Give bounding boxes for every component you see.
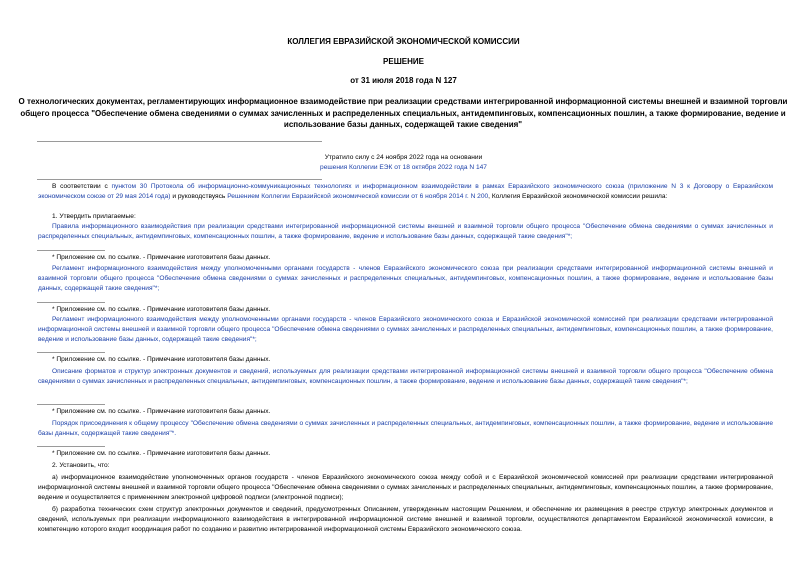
document-date-number: от 31 июля 2018 года N 127 [350, 76, 457, 85]
approved-doc-regulation-commission-link[interactable]: Регламент информационного взаимодействия между уполномоченными органами государств - членов Евразийского экономического союза и Евразийской экономической комиссией при реализации средствами интегрированной информационной системы внешней и взаимной торговли общего процесса "Обеспечение обмена сведениями о суммах зачисленных и распределенных специальных, антидемпинговых, компенсационных пошлин, а также формирование, ведение и использование базы данных, содержащей такие сведения"*; [38, 316, 773, 343]
item-2: 2. Установить, что: [52, 462, 110, 469]
footnote-separator [37, 404, 105, 405]
validity-note-text: Утратило силу с 24 ноября 2022 года на основании [324, 154, 483, 161]
footnote-separator [37, 250, 105, 251]
separator-line [37, 141, 322, 142]
intro-text: и руководствуясь [170, 193, 228, 200]
footnote-separator [37, 352, 105, 353]
intro-paragraph [38, 182, 773, 202]
validity-note [0, 153, 807, 173]
decision-200-link[interactable]: Решением Коллегии Евразийской экономической комиссии от 6 ноября 2014 г. N 200 [227, 193, 489, 200]
footnote: * Приложение см. по ссылке. - Примечание изготовителя базы данных. [52, 356, 271, 363]
document-title: О технологических документах, регламентирующих информационное взаимодействие при реализации средствами интегрированной информационной системы внешней и взаимной торговли общего процесса "Обеспечение обмена сведениями о суммах зачисленных и распределенных специальных, антидемпинговых, компенсационных пошлин, а также формирование, ведение и использование базы данных, содержащей такие сведения" [18, 97, 788, 129]
item-1: 1. Утвердить прилагаемые: [52, 213, 136, 220]
issuer-heading: КОЛЛЕГИЯ ЕВРАЗИЙСКОЙ ЭКОНОМИЧЕСКОЙ КОМИССИИ [287, 37, 520, 46]
footnote: * Приложение см. по ссылке. - Примечание изготовителя базы данных. [52, 306, 271, 313]
intro-text: В соответствии с [52, 183, 112, 190]
approved-doc-accession-procedure-link[interactable]: Порядок присоединения к общему процессу "Обеспечение обмена сведениями о суммах зачисленных и распределенных специальных, антидемпинговых, компенсационных пошлин, а также формирование, ведение и использование базы данных, содержащей такие сведения"*. [38, 420, 773, 437]
protocol-link[interactable]: пунктом 30 Протокола об информационно-коммуникационных технологиях и информационном взаимодействии в рамках Евразийского экономического союза (приложение N 3 к Договору о Евразийском экономическом союзе от 29 мая 2014 года) [38, 183, 773, 200]
footnote-separator [37, 302, 105, 303]
footnote: * Приложение см. по ссылке. - Примечание изготовителя базы данных. [52, 450, 271, 457]
approved-doc-regulation-states-link[interactable]: Регламент информационного взаимодействия между уполномоченными органами государств - членов Евразийского экономического союза при реализации средствами интегрированной информационной системы внешней и взаимной торговли общего процесса "Обеспечение обмена сведениями о суммах зачисленных и распределенных специальных, антидемпинговых, компенсационных пошлин, а также формирование, ведение и использование базы данных, содержащей такие сведения"*; [38, 265, 773, 292]
item-2a: а) информационное взаимодействие уполномоченных органов государств - членов Евразийского экономического союза между собой и с Евразийской экономической комиссией при реализации средствами интегрированной информационной системы внешней и взаимной торговли общего процесса "Обеспечение обмена сведениями о суммах зачисленных и распределенных специальных, антидемпинговых, компенсационных пошлин, а также формирование, ведение и осуществляется с применением электронной цифровой подписи (электронной подписи); [38, 474, 773, 501]
intro-text: , Коллегия Евразийской экономической комиссии решила: [488, 193, 668, 200]
document-type-heading: РЕШЕНИЕ [383, 57, 424, 66]
approved-doc-formats-description-link[interactable]: Описание форматов и структур электронных документов и сведений, используемых для реализации средствами интегрированной информационной системы внешней и взаимной торговли общего процесса "Обеспечение обмена сведениями о суммах зачисленных и распределенных специальных, антидемпинговых, компенсационных пошлин, а также формирование, ведение и использование базы данных, содержащей такие сведения"*; [38, 368, 773, 385]
footnote: * Приложение см. по ссылке. - Примечание изготовителя базы данных. [52, 254, 271, 261]
footnote-separator [37, 446, 105, 447]
separator-line [37, 179, 322, 180]
item-2b: б) разработка технических схем структур электронных документов и сведений, предусмотренных Описанием, утвержденным настоящим Решением, и обеспечение их размещения в реестре структур электронных документов и сведений, используемых при реализации информационного взаимодействия в интегрированной информационной системе внешней и взаимной торговли, осуществляются департаментом Евразийской экономической комиссии, в компетенцию которого входит координация работ по созданию и развитию интегрированной информационной системы Евразийского экономического союза. [38, 506, 773, 533]
validity-decision-link[interactable]: решения Коллегии ЕЭК от 18 октября 2022 года N 147 [320, 164, 487, 171]
footnote: * Приложение см. по ссылке. - Примечание изготовителя базы данных. [52, 408, 271, 415]
approved-doc-rules-link[interactable]: Правила информационного взаимодействия при реализации средствами интегрированной информационной системы внешней и взаимной торговли общего процесса "Обеспечение обмена сведениями о суммах зачисленных и распределенных специальных, антидемпинговых, компенсационных пошлин, а также формирование, ведение и использование базы данных, содержащей такие сведения"*; [38, 223, 773, 240]
